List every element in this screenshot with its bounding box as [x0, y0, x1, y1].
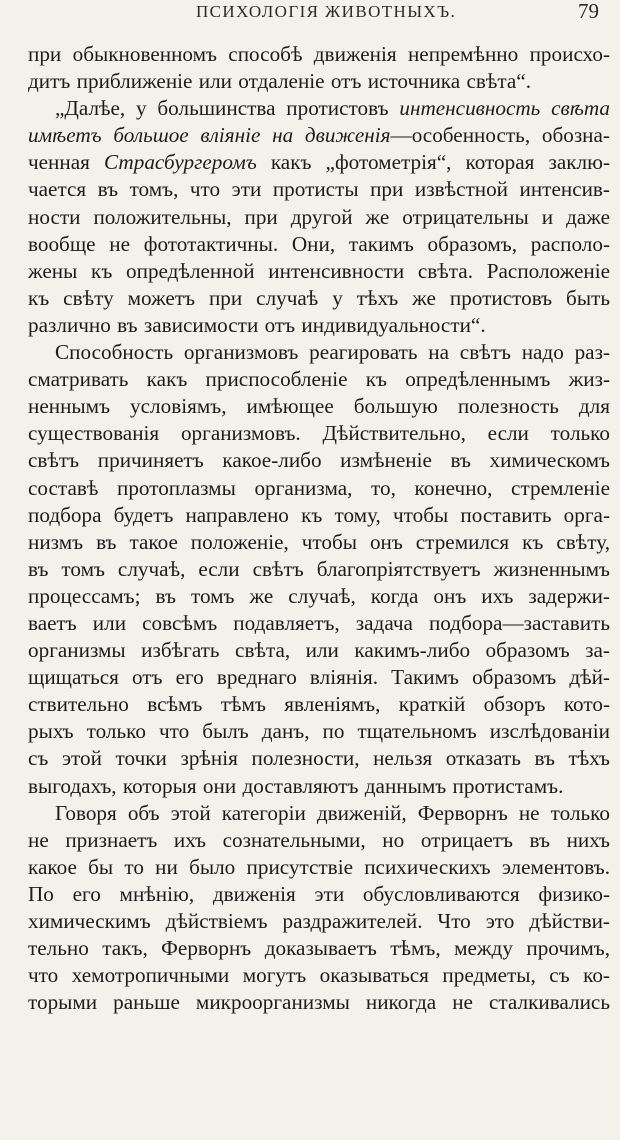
- page-header: [0, 2, 620, 30]
- text-line: что хемотропичными могутъ оказываться предметы, съ ко-: [28, 963, 610, 988]
- text-run: какъ „фотометрія“, которая заклю-: [256, 150, 611, 175]
- text-line: какое бы то ни было присутствіе психическихъ элементовъ.: [28, 854, 610, 879]
- text-line: [28, 149, 610, 176]
- italic-run: имѣетъ большое вліяніе на движенія: [28, 123, 391, 148]
- text-line: составѣ протоплазмы организма, то, конечно, стремленіе: [28, 475, 610, 500]
- running-head: ПСИХОЛОГІЯ ЖИВОТНЫХЪ.: [196, 2, 457, 21]
- text-line: различно въ зависимости отъ индивидуальности“.: [28, 312, 486, 337]
- text-line: ваетъ или совсѣмъ подавляетъ, задача подбора—заставить: [28, 610, 610, 635]
- text-line: чается въ томъ, что эти протисты при извѣстной интенсив-: [28, 177, 610, 202]
- text-line: подбора будетъ направлено къ тому, чтобы поставить орга-: [28, 502, 610, 527]
- text-line: жены къ опредѣленной интенсивности свѣта. Расположеніе: [28, 258, 610, 283]
- text-line: Говоря объ этой категоріи движеній, Ферворнъ не только: [55, 800, 610, 825]
- text-line: въ томъ случаѣ, если свѣтъ благопріятствуетъ жизненнымъ: [28, 556, 610, 581]
- text-line: щищаться отъ его вреднаго вліянія. Такимъ образомъ дѣй-: [28, 665, 610, 690]
- text-line: процессамъ; въ томъ же случаѣ, когда онъ ихъ задержи-: [28, 583, 610, 608]
- body-text: [28, 41, 610, 1016]
- page-number: 79: [578, 0, 599, 23]
- text-line: рыхъ только что былъ данъ, по тщательномъ изслѣдованіи: [28, 719, 610, 744]
- text-line: низмъ въ такое положеніе, чтобы онъ стремился къ свѣту,: [28, 529, 610, 554]
- text-line: свѣтъ причиняетъ какое-либо измѣненіе въ химическомъ: [28, 448, 610, 473]
- text-line: съ этой точки зрѣнія полезности, нельзя отказать въ тѣхъ: [28, 746, 610, 771]
- text-line: тельно такъ, Ферворнъ доказываетъ тѣмъ, между прочимъ,: [28, 936, 610, 961]
- text-line: ствительно всѣмъ тѣмъ явленіямъ, краткій обзоръ кото-: [28, 692, 610, 717]
- text-line: химическимъ дѣйствіемъ раздражителей. Что это дѣйстви-: [28, 909, 610, 933]
- text-run: —особенность, обозна-: [390, 123, 610, 148]
- text-line: ности положительны, при другой же отрицательны и даже: [28, 204, 610, 229]
- text-line: выгодахъ, которыя они доставляютъ даннымъ протистамъ.: [28, 773, 564, 798]
- text-line: при обыкновенномъ способѣ движенія непремѣнно происхо-: [28, 42, 610, 66]
- text-line: [28, 122, 610, 149]
- italic-run: интенсивность свѣта: [399, 96, 611, 121]
- text-line: [28, 95, 610, 122]
- text-line: неннымъ условіямъ, имѣющее большую полезность для: [28, 394, 610, 419]
- text-line: вообще не фототактичны. Они, такимъ образомъ, располо-: [28, 231, 610, 256]
- text-line: къ свѣту можетъ при случаѣ у тѣхъ же протистовъ быть: [28, 285, 610, 310]
- text-line: торыми раньше микроорганизмы никогда не сталкивались: [28, 990, 610, 1015]
- text-run: ченная: [28, 150, 104, 175]
- text-line: Способность организмовъ реагировать на свѣтъ надо раз-: [55, 340, 610, 365]
- text-line: дитъ приближеніе или отдаленіе отъ источника свѣта“.: [28, 69, 532, 94]
- text-line: По его мнѣнію, движенія эти обусловливаются физико-: [28, 881, 610, 906]
- italic-run: Страсбургеромъ: [104, 150, 257, 175]
- text-line: организмы избѣгать свѣта, или какимъ-либо образомъ за-: [28, 638, 610, 663]
- text-line: сматривать какъ приспособленіе къ опредѣленнымъ жиз-: [28, 367, 610, 392]
- text-run: „Далѣе, у большинства протистовъ: [55, 96, 400, 121]
- text-line: существованія организмовъ. Дѣйствительно, если только: [28, 421, 610, 446]
- text-line: не признаетъ ихъ сознательными, но отрицаетъ въ нихъ: [28, 827, 610, 852]
